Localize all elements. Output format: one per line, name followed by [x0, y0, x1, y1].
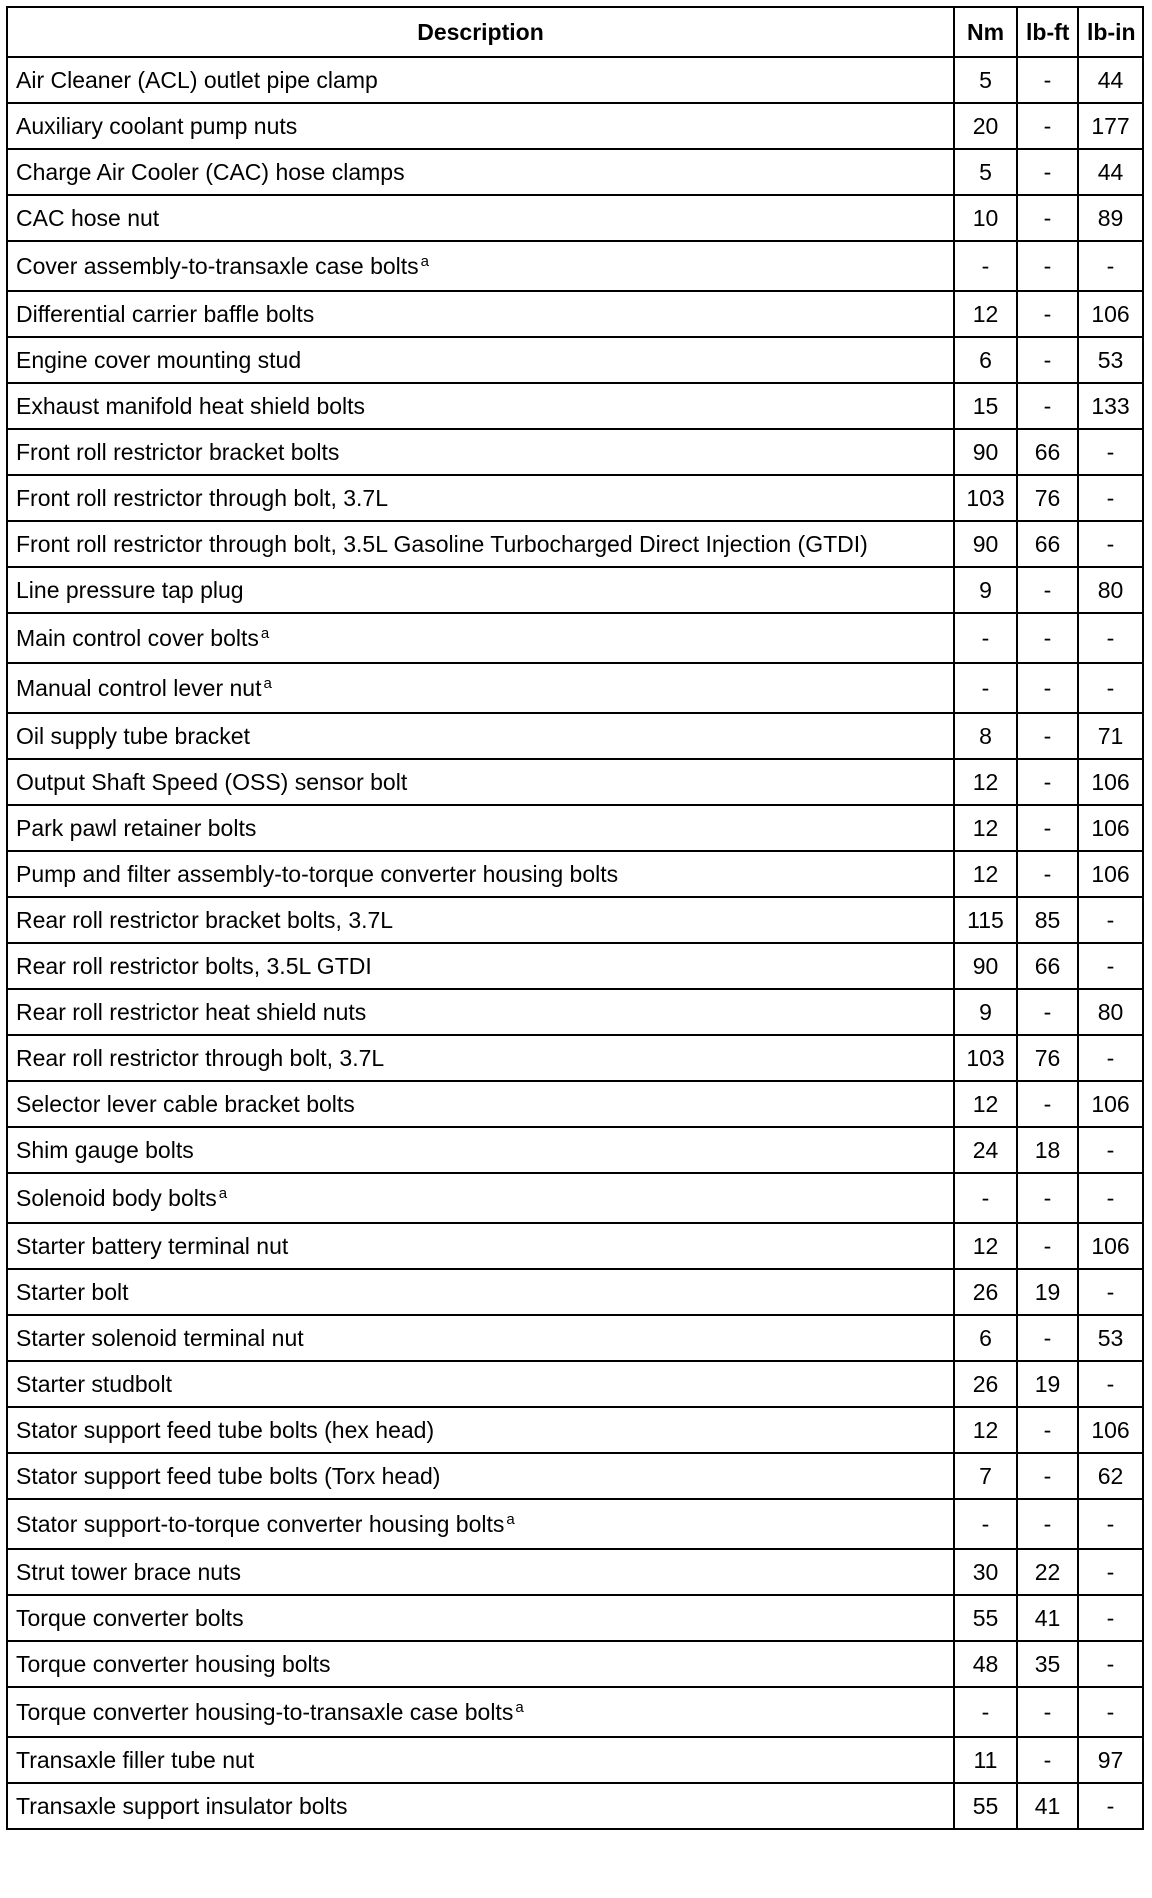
lb-ft-cell: 66	[1017, 521, 1078, 567]
description-text: Transaxle filler tube nut	[16, 1746, 255, 1773]
lb-in-cell: -	[1078, 663, 1143, 713]
description-cell	[7, 291, 954, 337]
description-cell	[7, 1269, 954, 1315]
nm-cell: 9	[954, 567, 1017, 613]
lb-ft-cell: -	[1017, 383, 1078, 429]
lb-ft-cell: -	[1017, 567, 1078, 613]
nm-cell: 6	[954, 337, 1017, 383]
lb-ft-cell: 41	[1017, 1595, 1078, 1641]
table-row	[7, 1407, 1143, 1453]
nm-cell: 5	[954, 57, 1017, 103]
lb-in-cell: 53	[1078, 337, 1143, 383]
lb-in-cell: 106	[1078, 851, 1143, 897]
lb-in-cell: -	[1078, 1173, 1143, 1223]
description-text: Stator support-to-torque converter housing bolts	[16, 1511, 505, 1537]
lb-in-cell: -	[1078, 475, 1143, 521]
lb-in-cell: 89	[1078, 195, 1143, 241]
lb-in-cell: 106	[1078, 1407, 1143, 1453]
description-text: Charge Air Cooler (CAC) hose clamps	[16, 158, 405, 185]
lb-ft-cell: -	[1017, 1687, 1078, 1737]
description-cell	[7, 713, 954, 759]
nm-cell: 10	[954, 195, 1017, 241]
lb-in-cell: -	[1078, 897, 1143, 943]
lb-in-cell: -	[1078, 429, 1143, 475]
nm-cell: 90	[954, 943, 1017, 989]
description-text: Front roll restrictor through bolt, 3.7L	[16, 484, 388, 511]
description-text: Engine cover mounting stud	[16, 346, 302, 373]
lb-ft-cell: 76	[1017, 475, 1078, 521]
nm-cell: -	[954, 1173, 1017, 1223]
table-row	[7, 897, 1143, 943]
nm-cell: 12	[954, 805, 1017, 851]
lb-ft-cell: -	[1017, 1407, 1078, 1453]
description-text: Starter studbolt	[16, 1370, 172, 1397]
nm-cell: 103	[954, 1035, 1017, 1081]
nm-cell: 26	[954, 1269, 1017, 1315]
nm-cell: 12	[954, 291, 1017, 337]
nm-cell: 9	[954, 989, 1017, 1035]
table-row	[7, 1269, 1143, 1315]
description-cell	[7, 195, 954, 241]
table-row	[7, 713, 1143, 759]
lb-ft-cell: 22	[1017, 1549, 1078, 1595]
description-cell	[7, 759, 954, 805]
lb-in-cell: 97	[1078, 1737, 1143, 1783]
nm-cell: -	[954, 1687, 1017, 1737]
description-text: Front roll restrictor through bolt, 3.5L Gasoline Turbocharged Direct Injection (GTDI)	[16, 530, 868, 557]
lb-in-cell: -	[1078, 613, 1143, 663]
footnote-marker: a	[420, 253, 430, 270]
table-row	[7, 613, 1143, 663]
table-row	[7, 149, 1143, 195]
table-row	[7, 195, 1143, 241]
description-text: Rear roll restrictor bracket bolts, 3.7L	[16, 906, 394, 933]
footnote-marker: a	[515, 1699, 524, 1716]
table-row	[7, 663, 1143, 713]
description-text: Strut tower brace nuts	[16, 1558, 241, 1585]
table-row	[7, 1081, 1143, 1127]
lb-ft-cell: -	[1017, 149, 1078, 195]
nm-cell: 12	[954, 851, 1017, 897]
column-header-lb-in: lb-in	[1078, 7, 1143, 57]
lb-ft-cell: 85	[1017, 897, 1078, 943]
table-row	[7, 429, 1143, 475]
description-cell	[7, 1035, 954, 1081]
description-cell	[7, 103, 954, 149]
lb-ft-cell: -	[1017, 713, 1078, 759]
description-text: Rear roll restrictor through bolt, 3.7L	[16, 1044, 385, 1071]
description-text: Rear roll restrictor heat shield nuts	[16, 998, 367, 1025]
lb-in-cell: 44	[1078, 57, 1143, 103]
table-row	[7, 1641, 1143, 1687]
lb-ft-cell: -	[1017, 851, 1078, 897]
torque-spec-table	[6, 6, 1144, 1830]
lb-in-cell: -	[1078, 1783, 1143, 1829]
lb-in-cell: 62	[1078, 1453, 1143, 1499]
nm-cell: 7	[954, 1453, 1017, 1499]
table-row	[7, 291, 1143, 337]
footnote-marker: a	[263, 675, 272, 692]
nm-cell: 55	[954, 1783, 1017, 1829]
nm-cell: -	[954, 613, 1017, 663]
lb-in-cell: -	[1078, 1595, 1143, 1641]
description-cell	[7, 1783, 954, 1829]
lb-ft-cell: -	[1017, 1315, 1078, 1361]
description-cell	[7, 1081, 954, 1127]
description-cell	[7, 521, 954, 567]
description-cell	[7, 1499, 954, 1549]
description-text: CAC hose nut	[16, 204, 160, 231]
header-row	[7, 7, 1143, 57]
lb-in-cell: 106	[1078, 1081, 1143, 1127]
column-header-nm: Nm	[954, 7, 1017, 57]
lb-in-cell: -	[1078, 1035, 1143, 1081]
lb-in-cell: 80	[1078, 989, 1143, 1035]
table-row	[7, 1173, 1143, 1223]
table-body	[7, 57, 1143, 1829]
nm-cell: 5	[954, 149, 1017, 195]
lb-ft-cell: -	[1017, 291, 1078, 337]
lb-ft-cell: -	[1017, 195, 1078, 241]
nm-cell: 55	[954, 1595, 1017, 1641]
lb-in-cell: -	[1078, 1499, 1143, 1549]
table-row	[7, 1737, 1143, 1783]
lb-ft-cell: -	[1017, 1499, 1078, 1549]
description-cell	[7, 475, 954, 521]
table-row	[7, 241, 1143, 291]
table-row	[7, 851, 1143, 897]
lb-ft-cell: -	[1017, 759, 1078, 805]
table-header	[7, 7, 1143, 57]
description-cell	[7, 241, 954, 291]
table-row	[7, 1687, 1143, 1737]
description-text: Starter solenoid terminal nut	[16, 1324, 304, 1351]
description-cell	[7, 897, 954, 943]
lb-ft-cell: -	[1017, 1453, 1078, 1499]
lb-in-cell: -	[1078, 1269, 1143, 1315]
table-row	[7, 805, 1143, 851]
table-row	[7, 1549, 1143, 1595]
table-row	[7, 1315, 1143, 1361]
nm-cell: 26	[954, 1361, 1017, 1407]
lb-in-cell: 133	[1078, 383, 1143, 429]
nm-cell: 24	[954, 1127, 1017, 1173]
nm-cell: 12	[954, 1223, 1017, 1269]
description-cell	[7, 1223, 954, 1269]
description-cell	[7, 613, 954, 663]
description-text: Main control cover bolts	[16, 625, 259, 651]
table-row	[7, 475, 1143, 521]
description-text: Manual control lever nut	[16, 675, 262, 701]
description-cell	[7, 1737, 954, 1783]
description-cell	[7, 1549, 954, 1595]
lb-in-cell: 53	[1078, 1315, 1143, 1361]
lb-ft-cell: -	[1017, 1173, 1078, 1223]
nm-cell: 8	[954, 713, 1017, 759]
lb-in-cell: 71	[1078, 713, 1143, 759]
table-row	[7, 337, 1143, 383]
description-text: Shim gauge bolts	[16, 1136, 194, 1163]
nm-cell: 12	[954, 1081, 1017, 1127]
table-row	[7, 1035, 1143, 1081]
nm-cell: 6	[954, 1315, 1017, 1361]
nm-cell: 48	[954, 1641, 1017, 1687]
nm-cell: 103	[954, 475, 1017, 521]
description-text: Line pressure tap plug	[16, 576, 244, 603]
table-row	[7, 759, 1143, 805]
column-header-lb-ft: lb-ft	[1017, 7, 1078, 57]
nm-cell: -	[954, 241, 1017, 291]
table-row	[7, 1223, 1143, 1269]
table-row	[7, 103, 1143, 149]
table-row	[7, 1453, 1143, 1499]
lb-ft-cell: -	[1017, 989, 1078, 1035]
description-text: Oil supply tube bracket	[16, 722, 250, 749]
lb-in-cell: -	[1078, 943, 1143, 989]
description-cell	[7, 567, 954, 613]
lb-in-cell: -	[1078, 521, 1143, 567]
lb-ft-cell: -	[1017, 241, 1078, 291]
lb-in-cell: 106	[1078, 291, 1143, 337]
lb-ft-cell: 35	[1017, 1641, 1078, 1687]
description-text: Stator support feed tube bolts (hex head)	[16, 1416, 435, 1443]
lb-ft-cell: -	[1017, 1081, 1078, 1127]
lb-in-cell: 106	[1078, 1223, 1143, 1269]
description-cell	[7, 1127, 954, 1173]
description-text: Output Shaft Speed (OSS) sensor bolt	[16, 768, 408, 795]
description-cell	[7, 57, 954, 103]
footnote-marker: a	[218, 1185, 228, 1202]
description-cell	[7, 1407, 954, 1453]
nm-cell: 115	[954, 897, 1017, 943]
lb-ft-cell: -	[1017, 1223, 1078, 1269]
table-row	[7, 989, 1143, 1035]
nm-cell: 20	[954, 103, 1017, 149]
lb-ft-cell: -	[1017, 103, 1078, 149]
description-text: Front roll restrictor bracket bolts	[16, 438, 340, 465]
nm-cell: 90	[954, 521, 1017, 567]
nm-cell: -	[954, 663, 1017, 713]
description-cell	[7, 943, 954, 989]
lb-in-cell: 106	[1078, 805, 1143, 851]
description-text: Transaxle support insulator bolts	[16, 1792, 348, 1819]
description-cell	[7, 989, 954, 1035]
description-text: Torque converter housing-to-transaxle case bolts	[16, 1699, 514, 1725]
lb-in-cell: -	[1078, 1641, 1143, 1687]
description-cell	[7, 1641, 954, 1687]
table-row	[7, 1595, 1143, 1641]
lb-in-cell: -	[1078, 241, 1143, 291]
description-text: Torque converter housing bolts	[16, 1650, 331, 1677]
nm-cell: 12	[954, 759, 1017, 805]
lb-ft-cell: -	[1017, 613, 1078, 663]
lb-ft-cell: -	[1017, 663, 1078, 713]
footnote-marker: a	[506, 1511, 515, 1528]
table-row	[7, 383, 1143, 429]
description-text: Selector lever cable bracket bolts	[16, 1090, 355, 1117]
description-text: Differential carrier baffle bolts	[16, 300, 315, 327]
description-cell	[7, 1453, 954, 1499]
footnote-marker: a	[260, 625, 270, 642]
description-cell	[7, 429, 954, 475]
lb-ft-cell: 19	[1017, 1269, 1078, 1315]
lb-in-cell: -	[1078, 1549, 1143, 1595]
column-header-description: Description	[7, 7, 954, 57]
nm-cell: -	[954, 1499, 1017, 1549]
lb-ft-cell: 19	[1017, 1361, 1078, 1407]
lb-ft-cell: 18	[1017, 1127, 1078, 1173]
description-cell	[7, 383, 954, 429]
table-row	[7, 57, 1143, 103]
description-text: Solenoid body bolts	[16, 1185, 217, 1211]
description-text: Torque converter bolts	[16, 1604, 244, 1631]
description-cell	[7, 663, 954, 713]
table-row	[7, 521, 1143, 567]
description-text: Starter bolt	[16, 1278, 129, 1305]
description-text: Starter battery terminal nut	[16, 1232, 289, 1259]
description-text: Pump and filter assembly-to-torque converter housing bolts	[16, 860, 619, 887]
table-row	[7, 1783, 1143, 1829]
description-cell	[7, 1173, 954, 1223]
description-text: Auxiliary coolant pump nuts	[16, 112, 298, 139]
nm-cell: 11	[954, 1737, 1017, 1783]
description-cell	[7, 1595, 954, 1641]
lb-ft-cell: -	[1017, 805, 1078, 851]
lb-ft-cell: -	[1017, 57, 1078, 103]
table-row	[7, 1361, 1143, 1407]
lb-in-cell: 106	[1078, 759, 1143, 805]
description-cell	[7, 1361, 954, 1407]
description-cell	[7, 1315, 954, 1361]
table-row	[7, 567, 1143, 613]
description-text: Air Cleaner (ACL) outlet pipe clamp	[16, 66, 378, 93]
table-row	[7, 1499, 1143, 1549]
nm-cell: 12	[954, 1407, 1017, 1453]
lb-ft-cell: -	[1017, 1737, 1078, 1783]
nm-cell: 90	[954, 429, 1017, 475]
description-text: Stator support feed tube bolts (Torx head)	[16, 1462, 441, 1489]
lb-ft-cell: 66	[1017, 429, 1078, 475]
lb-ft-cell: 66	[1017, 943, 1078, 989]
description-text: Rear roll restrictor bolts, 3.5L GTDI	[16, 952, 372, 979]
description-cell	[7, 149, 954, 195]
lb-in-cell: 80	[1078, 567, 1143, 613]
description-text: Park pawl retainer bolts	[16, 814, 257, 841]
nm-cell: 30	[954, 1549, 1017, 1595]
description-text: Exhaust manifold heat shield bolts	[16, 392, 366, 419]
lb-ft-cell: -	[1017, 337, 1078, 383]
description-cell	[7, 805, 954, 851]
lb-in-cell: -	[1078, 1361, 1143, 1407]
lb-ft-cell: 41	[1017, 1783, 1078, 1829]
lb-ft-cell: 76	[1017, 1035, 1078, 1081]
description-cell	[7, 337, 954, 383]
lb-in-cell: 44	[1078, 149, 1143, 195]
table-row	[7, 1127, 1143, 1173]
lb-in-cell: -	[1078, 1127, 1143, 1173]
description-cell	[7, 1687, 954, 1737]
lb-in-cell: -	[1078, 1687, 1143, 1737]
lb-in-cell: 177	[1078, 103, 1143, 149]
nm-cell: 15	[954, 383, 1017, 429]
description-text: Cover assembly-to-transaxle case bolts	[16, 253, 419, 279]
description-cell	[7, 851, 954, 897]
table-row	[7, 943, 1143, 989]
